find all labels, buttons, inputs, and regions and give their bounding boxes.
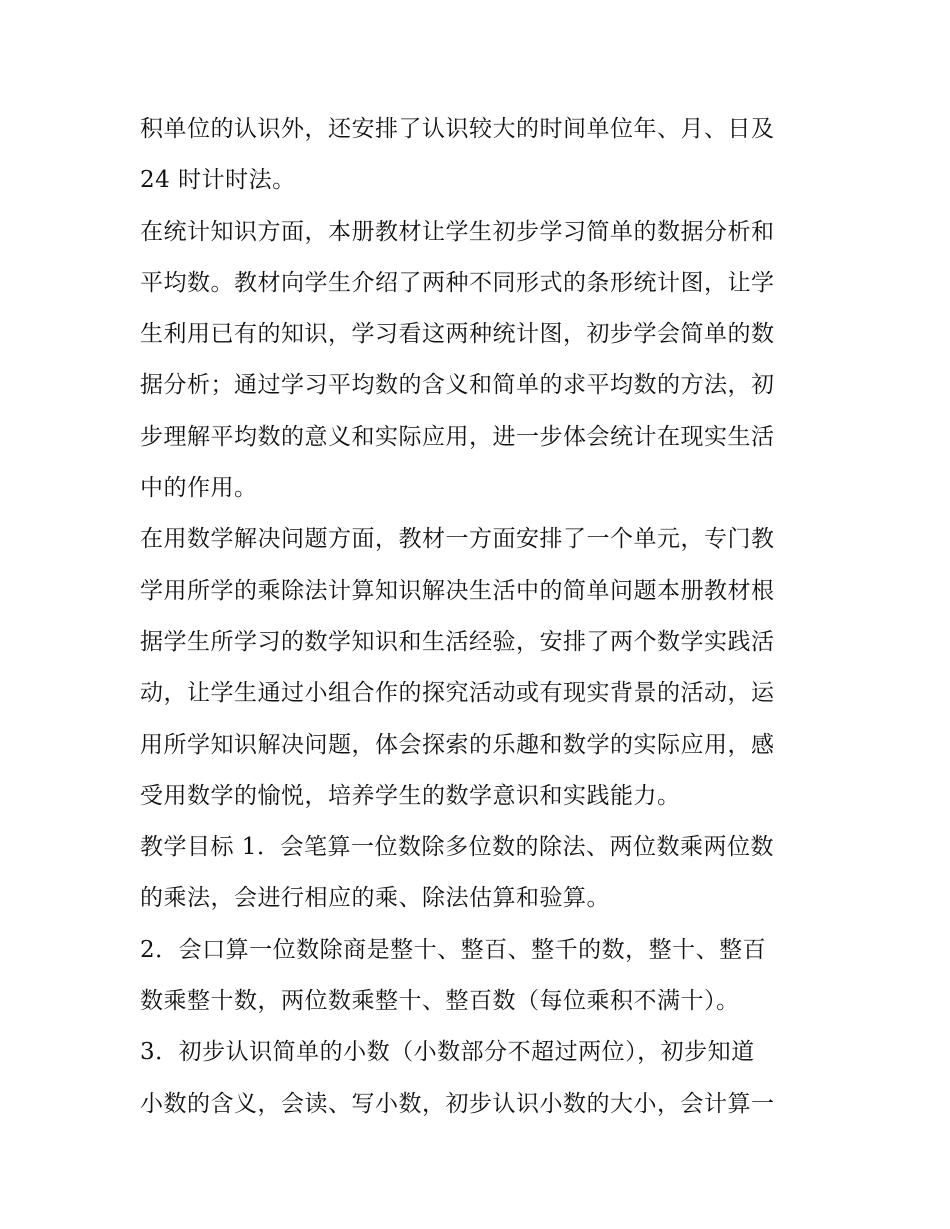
text-line: 数乘整十数，两位数乘整十、整百数（每位乘积不满十）。 bbox=[140, 988, 740, 1015]
text-line: 2．会口算一位数除商是整十、整百、整千的数，整十、整百 bbox=[140, 936, 767, 963]
body-text bbox=[140, 104, 820, 1130]
text-line: 平均数。教材向学生介绍了两种不同形式的条形统计图，让学 bbox=[140, 269, 775, 296]
text-line: 3．初步认识简单的小数（小数部分不超过两位），初步知道 bbox=[140, 1039, 755, 1066]
text-line: 在用数学解决问题方面，教材一方面安排了一个单元，专门教 bbox=[140, 526, 775, 553]
text-line: 的乘法，会进行相应的乘、除法估算和验算。 bbox=[140, 885, 610, 912]
text-line: 用所学知识解决问题，体会探索的乐趣和数学的实际应用，感 bbox=[140, 731, 775, 758]
text-line: 中的作用。 bbox=[140, 475, 258, 502]
text-line: 据学生所学习的数学知识和生活经验，安排了两个数学实践活 bbox=[140, 628, 775, 655]
text-line: 小数的含义，会读、写小数，初步认识小数的大小，会计算一 bbox=[140, 1090, 775, 1117]
text-line: 24 时计时法。 bbox=[140, 167, 296, 194]
text-line: 教学目标 1．会笔算一位数除多位数的除法、两位数乘两位数 bbox=[140, 834, 774, 861]
text-line: 据分析；通过学习平均数的含义和简单的求平均数的方法，初 bbox=[140, 372, 775, 399]
text-line: 生利用已有的知识，学习看这两种统计图，初步学会简单的数 bbox=[140, 321, 775, 348]
text-line: 学用所学的乘除法计算知识解决生活中的简单问题本册教材根 bbox=[140, 577, 775, 604]
text-line: 受用数学的愉悦，培养学生的数学意识和实践能力。 bbox=[140, 782, 681, 809]
text-line: 积单位的认识外，还安排了认识较大的时间单位年、月、日及 bbox=[140, 116, 775, 142]
text-line: 动，让学生通过小组合作的探究活动或有现实背景的活动，运 bbox=[140, 680, 775, 707]
text-line: 在统计知识方面，本册教材让学生初步学习简单的数据分析和 bbox=[140, 218, 775, 245]
text-line: 步理解平均数的意义和实际应用，进一步体会统计在现实生活 bbox=[140, 423, 775, 450]
